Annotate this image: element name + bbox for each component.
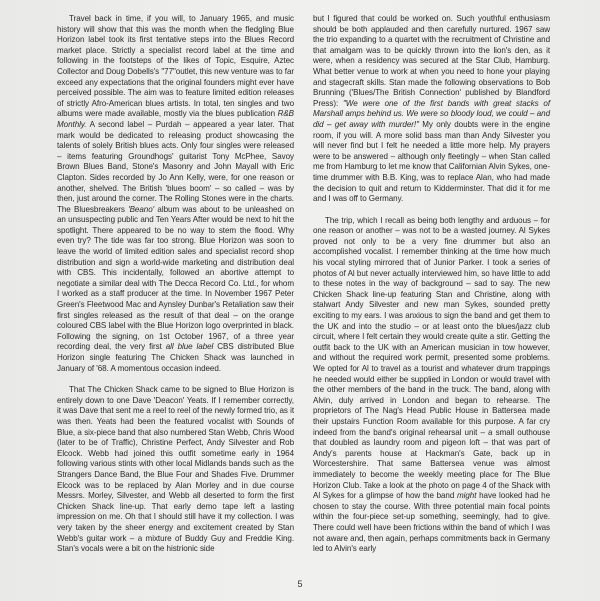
paragraph-star-club [313,14,550,205]
page-number: 5 [297,579,303,589]
text-run: The trip, which I recall as being both lengthy and arduous – for one reason or another – was not to be a wasted journey. Al Sykes proved not only to be a very fine drummer but also an accomplished vocalist. I remember thinking at the time how much his vocal styling mirrored that of Junior Parker. I took a series of photos of Al but never actually interviewed him, so have little to add to these notes in the way of background – sad to say. The new Chicken Shack line-up featuring Stan and Christine, along with stalwart Andy Silvester and new man Sykes, sounded pretty exciting to my ears. I was anxious to sign the band and get them to the UK and into the studio – or at least onto the blues/jazz club circuit, where I felt certain they would create quite a stir. Getting the outfit back to the UK with an American musician in tow however, and without the required work permit, presented some problems. We opted for Al to travel as a tourist and whatever drum trappings he needed would either be supplied in London or would travel with the other members of the band in the truck. The band, along with Alvin, duly arrived in London and began to rehearse. The proprietors of The Nag's Head Public House in Battersea made their upstairs Function Room available for this purpose. A far cry indeed from the band's original rehearsal unit – a small outhouse that doubled as laundry room and pigeon loft – that was part of Andy's parents house at Hackman's Gate, back up in Worcestershire. That same Battersea venue was almost immediately to become the weekly meeting place for The Blue Horizon Club. Take a look at the photo on page 4 of the Shack with Al Sykes for a glimpse of how the band [313,215,550,501]
text-run: My only doubts were in the engine room, if you will. A more solid bass man than Andy Silvester you will never find but I felt he needed a little more help. My prayers were to be answered – although only fleetingly – when Stan called me from Hamburg to let me know that Californian Alvin Sykes, one-time drummer with B.B. King, was to replace Alan, who had made the decision to quit and return to Kidderminster. That did it for me and I was off to Germany. [313,119,550,204]
text-run: Travel back in time, if you will, to January 1965, and music history will show that this was the month when the fledgling Blue Horizon label took its first tentative steps into the Blues Record market place. Strictly a specialist record label at the time and following in the footsteps of the likes of Topic, Esquire, Aztec Collector and Doug Dobells's "77"outlet, this new venture was to far exceed any expectations that the original founders might ever have perceived possible. The aim was to feature limited edition releases of strictly Afro-American blues artists. In total, ten singles and two albums were made available, mostly via the blues publication [57,14,294,119]
paragraph-blue-horizon-history [57,14,294,374]
text-run: but I figured that could be worked on. Such youthful enthusiasm should be both applauded and then carefully nurtured. 1967 saw the trio expanding to a quartet with the recruitment of Christine and that amalgam was to be quickly thrown into the lion's den, as it were, when a residency was secured at the Star Club, Hamburg. What better venue to work at when you need to hone your playing and stagecraft skills. Stan made the following observations to Bob Brunning ('Blues/The British Connection' published by Blandford Press): [313,14,550,108]
emphasis: might [456,491,477,501]
label-name: all blue label [165,342,214,352]
text-run: album was about to be unleashed on an unsuspecting public and Ten Years After would be next to hit the spotlight. There appeared to be no way to stem the flood. Why even try? The tide was far too strong. Blue Horizon was soon to leave the world of limited edition sales and specialist record shop distribution and sign a world-wide marketing and distribution deal with CBS. This incidentally, followed an abortive attempt to negotiate a similar deal with The Decca Record Co. Ltd., for whom I worked as a staff producer at the time. In November 1967 Peter Green's Fleetwood Mac and Aynsley Dunbar's Retaliation saw their first singles released as the result of that deal – on the orange coloured CBS label with the Blue Horizon logo overprinted in black. Following the signing, on 1st October 1967, of a three year recording deal, the very first [57,204,295,352]
left-text-column [57,14,294,555]
album-title: 'Beano' [128,204,155,214]
publication-title: R&B Monthly. [57,109,294,129]
paragraph-trip-to-germany [313,216,550,555]
right-text-column [313,14,550,555]
text-run: A second label – Purdah – appeared a year later. That mark would be dedicated to releasing product showcasing the talents of solely British blues acts. Only four singles were released – items featuring Groundhogs' guitarist Tony McPhee, Savoy Brown Blues Band, Stone's Masonry and John Mayall with Eric Clapton. Sides recorded by Jo Ann Kelly, were, for one reason or another, shelved. The British 'blues boom' – so called – was by then, just around the corner. The Rolling Stones were in the charts. The Bluesbreakers [57,119,294,214]
paragraph-chicken-shack-signing [57,385,294,555]
text-run: That The Chicken Shack came to be signed to Blue Horizon is entirely down to one Dave 'Deacon' Yeats. If I remember correctly, it was Dave that sent me a reel to reel of the newly formed trio, as it was then. Yeats had been the featured vocalist with Sounds of Blue, a six-piece band that also numbered Stan Webb, Chris Wood (later to be of Traffic), Christine Perfect, Andy Silvester and Rob Elcock. Webb had joined this outfit sometime early in 1964 following various stints with other local Midlands bands such as the Strangers Dance Band, the Blue Four and Shades Five. Drummer Elcock was to be replaced by Alan Morley and in due course Messrs. Morley, Silvester, and Webb all deserted to form the first Chicken Shack line-up. That early demo tape left a lasting impression on me. Oh that I should still have it my collection. I was very taken by the sheer energy and excitement created by Stan Webb's guitar work – a mixture of Buddy Guy and Freddie King. Stan's vocals were a bit on the histrionic side [57,385,294,554]
quote: "We were one of the first bands with great stacks of Marshall amps behind us. We were so bloody loud, we could – and did – get away with murder!" [313,98,551,129]
text-run: have looked had he chosen to stay the course. With three potential main focal points within the four-piece set-up something, seemingly, had to give. There could well have been frictions within the band of which I was not aware and, then again, perhaps commitments back in Germany led to Alvin's early [313,491,550,554]
text-run: CBS distributed Blue Horizon single featuring The Chicken Shack was launched in January of '68. A momentous occasion indeed. [57,342,294,373]
